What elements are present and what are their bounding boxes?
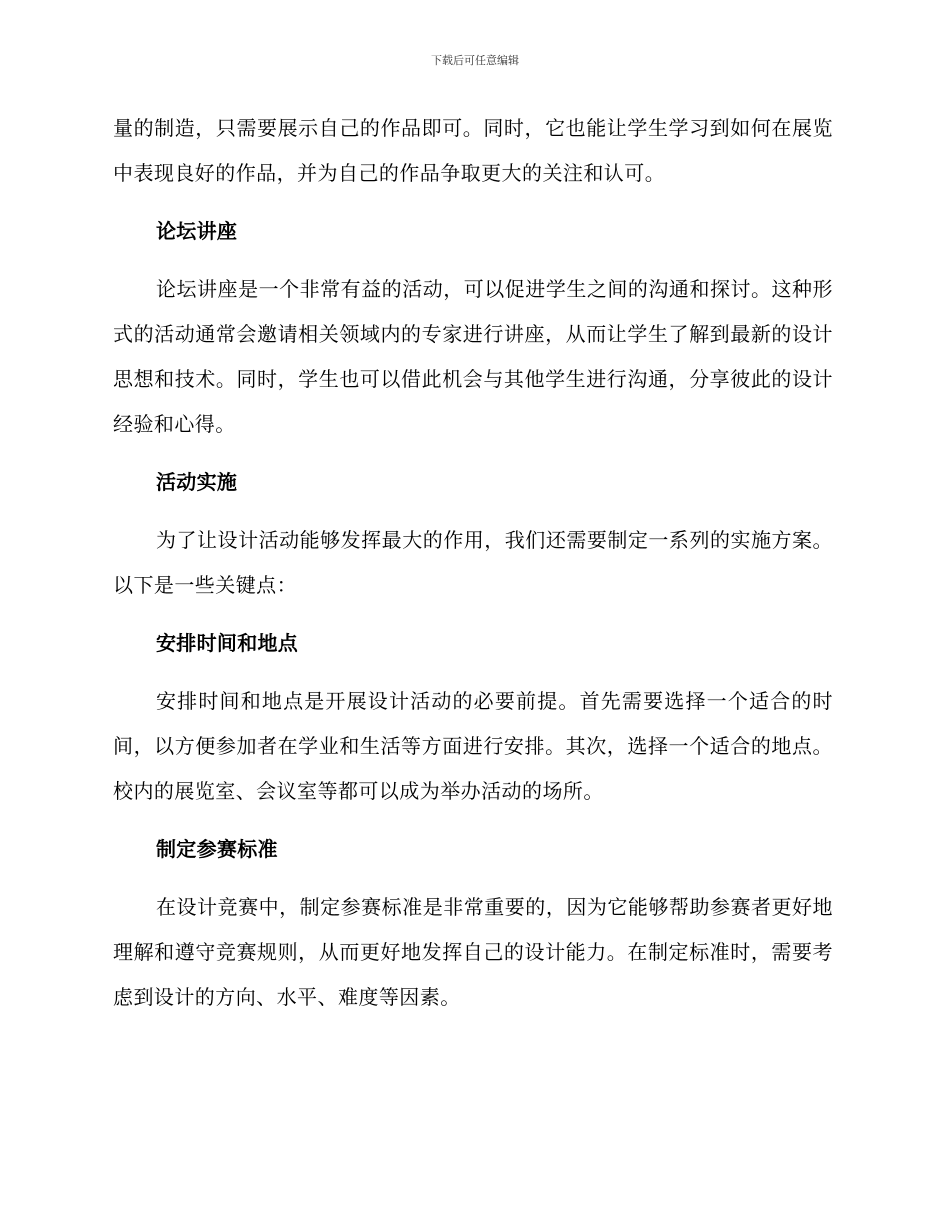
- spacer: [113, 505, 833, 518]
- section-heading-activity-implementation: 活动实施: [156, 470, 238, 494]
- section-heading-entry-criteria: 制定参赛标准: [156, 837, 278, 861]
- spacer: [113, 666, 833, 679]
- page-header: 下载后可任意编辑: [431, 54, 519, 67]
- paragraph-entry-criteria: 在设计竞赛中，制定参赛标准是非常重要的，因为它能够帮助参赛者更好地理解和遵守竞赛规则，从而更好地发挥自己的设计能力。在制定标准时，需要考虑到设计的方向、水平、难度等因素。: [113, 895, 833, 1009]
- document-body: [113, 106, 833, 1020]
- spacer: [113, 608, 833, 621]
- section-heading-time-and-place: 安排时间和地点: [156, 631, 299, 655]
- paragraph-continuation: 量的制造，只需要展示自己的作品即可。同时，它也能让学生学习到如何在展览中表现良好的作品，并为自己的作品争取更大的关注和认可。: [113, 116, 833, 185]
- spacer: [113, 814, 833, 827]
- paragraph-time-and-place: 安排时间和地点是开展设计活动的必要前提。首先需要选择一个适合的时间，以方便参加者在学业和生活等方面进行安排。其次，选择一个适合的地点。校内的展览室、会议室等都可以成为举办活动的场所。: [113, 689, 833, 803]
- spacer: [113, 447, 833, 460]
- paragraph-activity-implementation: 为了让设计活动能够发挥最大的作用，我们还需要制定一系列的实施方案。以下是一些关键点：: [113, 528, 833, 597]
- spacer: [113, 254, 833, 267]
- section-heading-forum-lecture: 论坛讲座: [156, 219, 238, 243]
- paragraph-forum-lecture: 论坛讲座是一个非常有益的活动，可以促进学生之间的沟通和探讨。这种形式的活动通常会邀请相关领域内的专家进行讲座，从而让学生了解到最新的设计思想和技术。同时，学生也可以借此机会与其他学生进行沟通，分享彼此的设计经验和心得。: [113, 277, 833, 436]
- spacer: [113, 872, 833, 885]
- spacer: [113, 196, 833, 209]
